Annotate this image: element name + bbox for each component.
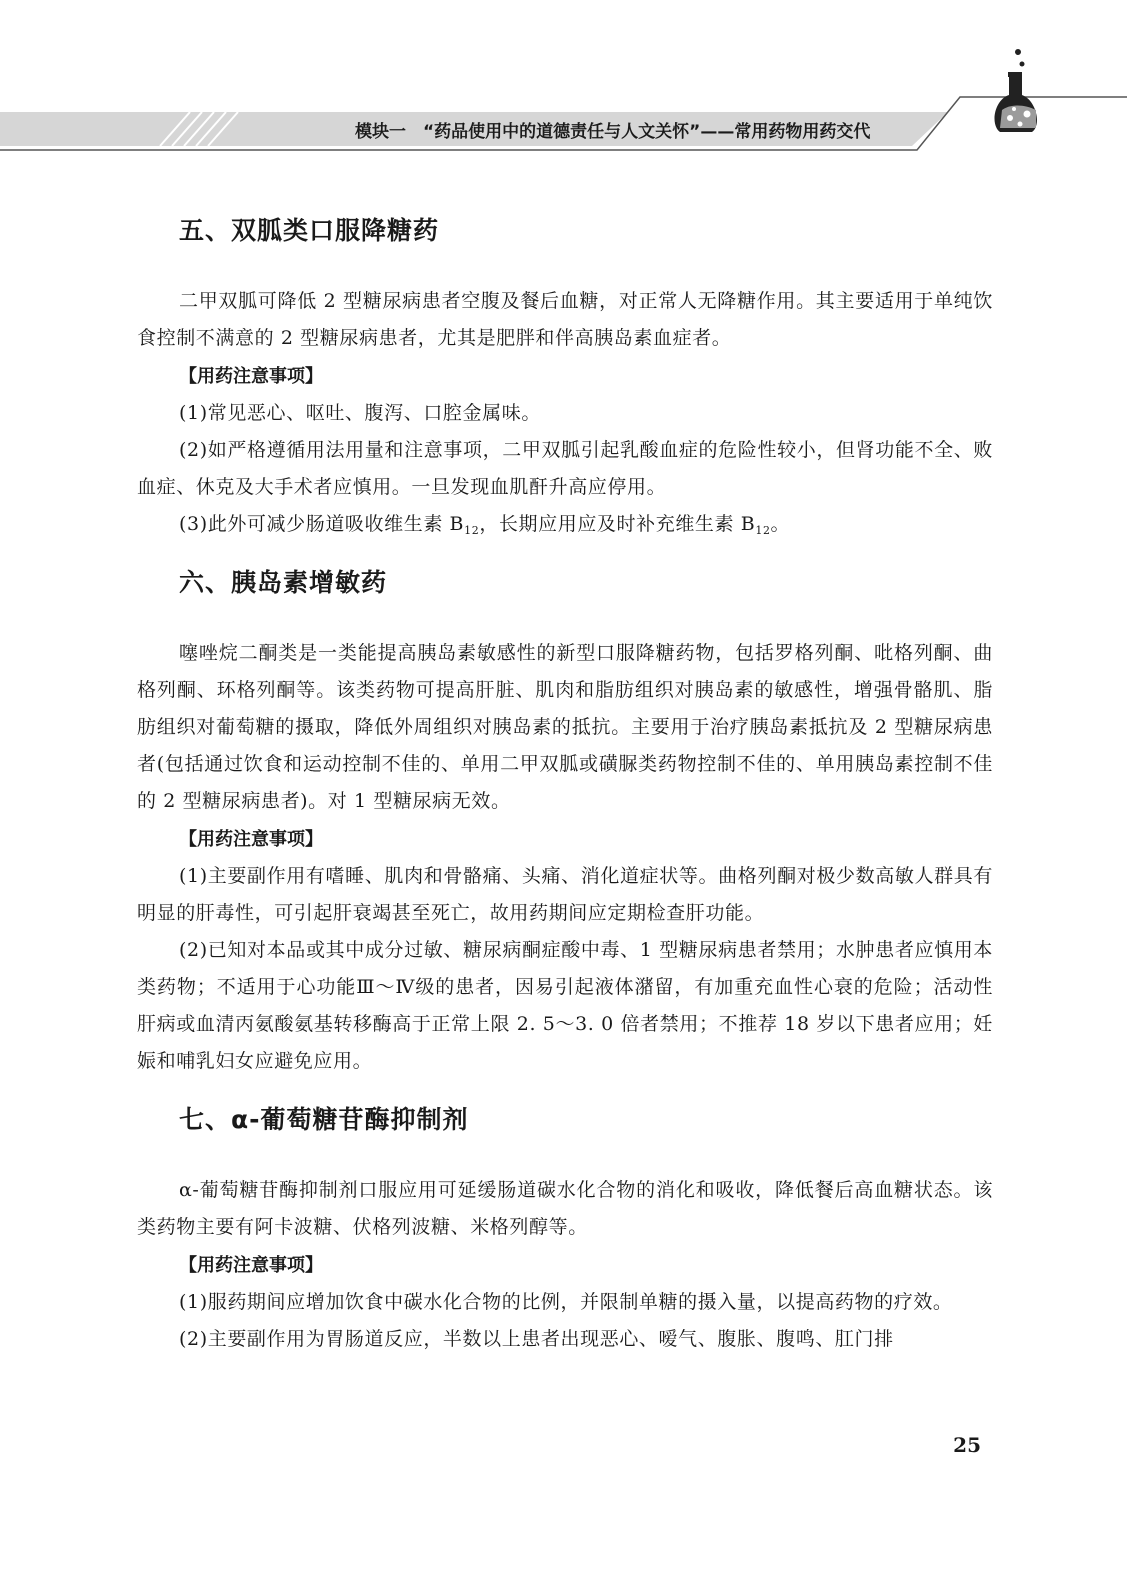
section-heading: 七、α-葡萄糖苷酶抑制剂 [179,1105,469,1134]
caution-item: (1)主要副作用有嗜睡、肌肉和骨骼痛、头痛、消化道症状等。曲格列酮对极少数高敏人群具有明显的肝毒性，可引起肝衰竭甚至死亡，故用药期间应定期检查肝功能。 [137,865,993,924]
caution-label: 【用药注意事项】 [179,1255,323,1276]
section-biguanides [137,205,993,543]
caution-text: (3)此外可减少肠道吸收维生素 B [179,513,465,535]
caution-item: (1)服药期间应增加饮食中碳水化合物的比例，并限制单糖的摄入量，以提高药物的疗效。 [179,1291,953,1313]
caution-item: (2)已知对本品或其中成分过敏、糖尿病酮症酸中毒、1 型糖尿病患者禁用；水肿患者应慎用本类药物；不适用于心功能Ⅲ～Ⅳ级的患者，因易引起液体潴留，有加重充血性心衰的危险；活动性肝病或血清丙氨酸氨基转移酶高于正常上限 2. 5～3. 0 倍者禁用；不推荐 18 岁以下患者应用；妊娠和哺乳妇女应避免应用。 [137,939,993,1072]
header-decoration [0,0,1127,170]
caution-item: (1)常见恶心、呕吐、腹泻、口腔金属味。 [179,402,541,424]
page-body [137,205,993,1358]
paragraph: α-葡萄糖苷酶抑制剂口服应用可延缓肠道碳水化合物的消化和吸收，降低餐后高血糖状态。该类药物主要有阿卡波糖、伏格列波糖、米格列醇等。 [137,1179,993,1238]
caution-label: 【用药注意事项】 [179,366,323,387]
header-title: 模块一 “药品使用中的道德责任与人文关怀”——常用药物用药交代 [355,122,871,142]
section-alpha-glucosidase-inhibitors [137,1094,993,1358]
flask-icon [994,49,1036,132]
page-number: 25 [953,1433,981,1457]
caution-label: 【用药注意事项】 [179,829,323,850]
caution-item: (2)主要副作用为胃肠道反应，半数以上患者出现恶心、嗳气、腹胀、腹鸣、肛门排 [179,1328,894,1350]
caution-text: 。 [770,513,791,535]
subscript: 12 [755,524,771,537]
paragraph: 噻唑烷二酮类是一类能提高胰岛素敏感性的新型口服降糖药物，包括罗格列酮、吡格列酮、曲格列酮、环格列酮等。该类药物可提高肝脏、肌肉和脂肪组织对胰岛素的敏感性，增强骨骼肌、脂肪组织对葡萄糖的摄取，降低外周组织对胰岛素的抵抗。主要用于治疗胰岛素抵抗及 2 型糖尿病患者(包括通过饮食和运动控制不佳的、单用二甲双胍或磺脲类药物控制不佳的、单用胰岛素控制不佳的 2 型糖尿病患者)。对 1 型糖尿病无效。 [137,642,993,812]
section-heading: 五、双胍类口服降糖药 [179,216,440,245]
section-insulin-sensitizers [137,557,993,1080]
paragraph: 二甲双胍可降低 2 型糖尿病患者空腹及餐后血糖，对正常人无降糖作用。其主要适用于单纯饮食控制不满意的 2 型糖尿病患者，尤其是肥胖和伴高胰岛素血症者。 [137,290,993,349]
caution-text: ，长期应用应及时补充维生素 B [479,513,756,535]
subscript: 12 [464,524,480,537]
page-header [0,0,1127,170]
section-heading: 六、胰岛素增敏药 [179,568,388,597]
caution-item: (2)如严格遵循用法用量和注意事项，二甲双胍引起乳酸血症的危险性较小，但肾功能不全、败血症、休克及大手术者应慎用。一旦发现血肌酐升高应停用。 [137,439,993,498]
caution-item [137,506,993,543]
